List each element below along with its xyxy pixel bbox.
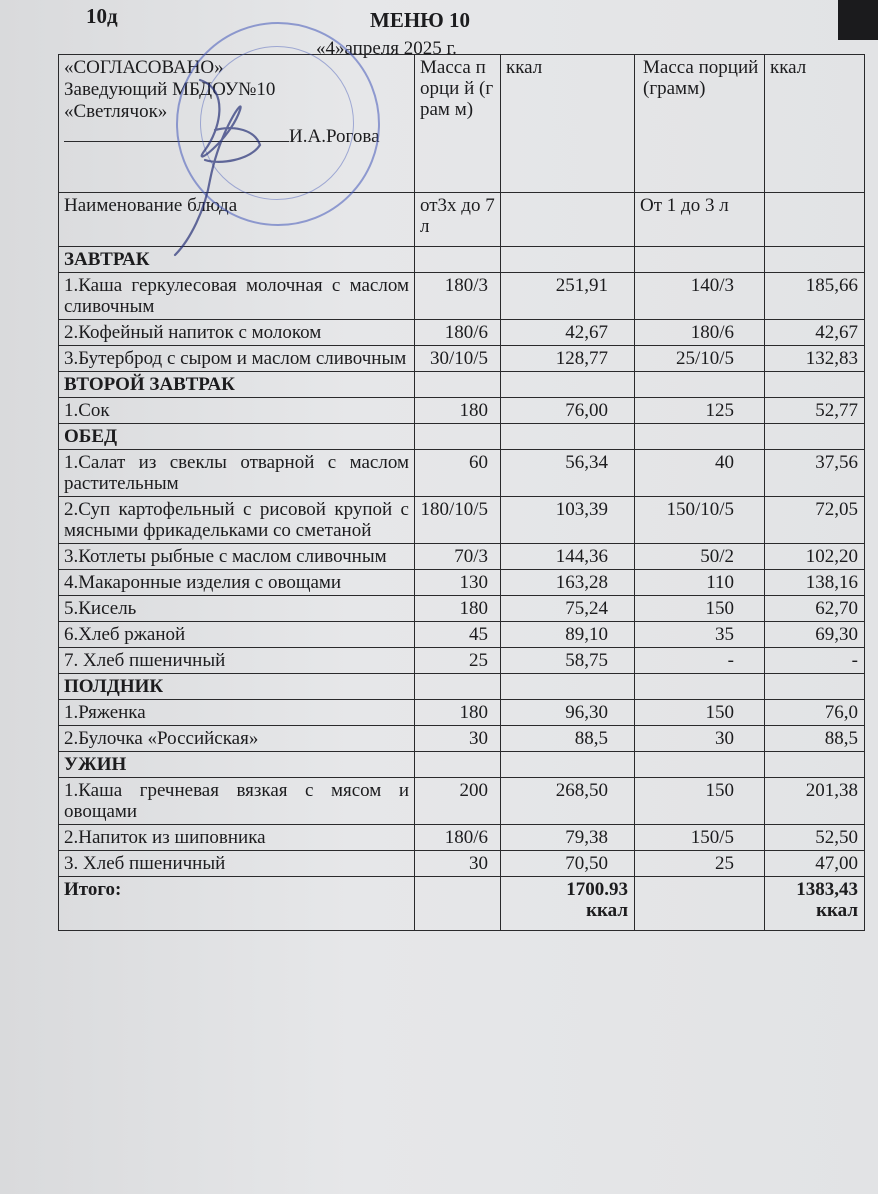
dish-name: 1.Сок [59,398,415,424]
signature-line [64,125,289,142]
empty-cell [635,674,765,700]
column-header-mass-a: Масса порци й (грам м) [415,55,501,193]
section-title: ПОЛДНИК [59,674,415,700]
kcal-b: 52,50 [765,825,865,851]
kcal-b: 52,77 [765,398,865,424]
dish-name: 1.Салат из свеклы отварной с маслом растительным [59,450,415,497]
total-label-text: Итого: [64,879,122,900]
empty-cell [501,424,635,450]
kcal-b: 102,20 [765,544,865,570]
mass-a: 180/10/5 [415,497,501,544]
table-row [59,851,865,877]
mass-a: 25 [415,648,501,674]
kcal-a: 251,91 [501,273,635,320]
mass-a: 45 [415,622,501,648]
kcal-a: 268,50 [501,778,635,825]
mass-b: 50/2 [635,544,765,570]
approval-line2: Заведующий МБДОУ№10 [64,79,276,100]
dish-name: 4.Макаронные изделия с овощами [59,570,415,596]
table-row [59,346,865,372]
kcal-a: 70,50 [501,851,635,877]
menu-date: «4»апреля 2025 г. [316,38,457,59]
mass-b: 25 [635,851,765,877]
approval-line3: «Светлячок» [64,101,168,122]
mass-b: 180/6 [635,320,765,346]
dish-name: 2.Суп картофельный с рисовой крупой с мясными фрикадельками со сметаной [59,497,415,544]
mass-b: 150 [635,778,765,825]
approval-signer: И.А.Рогова [289,126,380,147]
mass-a: 30 [415,726,501,752]
kcal-a: 103,39 [501,497,635,544]
total-empty-a [415,877,501,931]
kcal-a: 163,28 [501,570,635,596]
empty-cell [415,372,501,398]
dish-name: 7. Хлеб пшеничный [59,648,415,674]
kcal-a: 88,5 [501,726,635,752]
table-row [59,398,865,424]
section-row [59,674,865,700]
mass-b: 35 [635,622,765,648]
empty-cell [765,372,865,398]
kcal-b: 138,16 [765,570,865,596]
table-row [59,700,865,726]
kcal-a: 144,36 [501,544,635,570]
table-row [59,778,865,825]
kcal-b: 201,38 [765,778,865,825]
approval-line1: «СОГЛАСОВАНО» [64,57,224,78]
section-row [59,247,865,273]
column-header-mass-b: Масса порций (грамм) [635,55,765,193]
mass-b: 140/3 [635,273,765,320]
dish-name: 2.Кофейный напиток с молоком [59,320,415,346]
empty-cell [765,247,865,273]
mass-a: 130 [415,570,501,596]
total-kcal-a [501,877,635,931]
total-kcal-b-text: 1383,43 [796,879,858,900]
total-kcal-a-text: ккал [586,900,628,921]
mass-b: 150 [635,596,765,622]
total-empty-b [635,877,765,931]
mass-b: 110 [635,570,765,596]
empty-cell [635,752,765,778]
total-label [59,877,415,931]
menu-table [58,54,865,931]
section-title: ЗАВТРАК [59,247,415,273]
menu-title: МЕНЮ 10 [370,8,471,32]
mass-a: 30 [415,851,501,877]
empty-cell [635,247,765,273]
empty-cell [501,752,635,778]
column-header-dish-name: Наименование блюда [59,193,415,247]
dish-name: 1.Каша гречневая вязкая с мясом и овощами [59,778,415,825]
kcal-a: 58,75 [501,648,635,674]
kcal-a: 76,00 [501,398,635,424]
table-row [59,320,865,346]
total-kcal-a-text: 1700.93 [566,879,628,900]
mass-b: 150/5 [635,825,765,851]
dish-name: 3.Бутерброд с сыром и маслом сливочным [59,346,415,372]
total-row [59,877,865,931]
mass-b: 30 [635,726,765,752]
empty-cell [415,247,501,273]
kcal-a: 79,38 [501,825,635,851]
table-row [59,570,865,596]
table-row [59,544,865,570]
kcal-b: 47,00 [765,851,865,877]
total-kcal-b-text: ккал [816,900,858,921]
dish-name: 2.Булочка «Российская» [59,726,415,752]
subheader-row [59,193,865,247]
table-row [59,450,865,497]
section-row [59,752,865,778]
kcal-a: 42,67 [501,320,635,346]
dish-name: 1.Каша геркулесовая молочная с маслом сливочным [59,273,415,320]
column-header-kcal-a: ккал [501,55,635,193]
column-header-empty-a [501,193,635,247]
kcal-b: 132,83 [765,346,865,372]
mass-a: 180 [415,398,501,424]
mass-a: 180/6 [415,320,501,346]
section-title: ВТОРОЙ ЗАВТРАК [59,372,415,398]
approval-block [59,55,415,193]
dish-name: 3.Котлеты рыбные с маслом сливочным [59,544,415,570]
kcal-b: 62,70 [765,596,865,622]
column-header-age-b: От 1 до 3 л [635,193,765,247]
mass-b: 40 [635,450,765,497]
empty-cell [765,674,865,700]
kcal-b: 185,66 [765,273,865,320]
empty-cell [635,372,765,398]
column-header-kcal-b: ккал [765,55,865,193]
table-row [59,825,865,851]
mass-a: 70/3 [415,544,501,570]
kcal-a: 75,24 [501,596,635,622]
mass-b: 125 [635,398,765,424]
section-row [59,424,865,450]
kcal-b: 88,5 [765,726,865,752]
kcal-a: 96,30 [501,700,635,726]
kcal-b: 76,0 [765,700,865,726]
empty-cell [635,424,765,450]
mass-a: 180/3 [415,273,501,320]
mass-a: 200 [415,778,501,825]
kcal-b: 42,67 [765,320,865,346]
table-row [59,596,865,622]
mass-a: 60 [415,450,501,497]
dish-name: 1.Ряженка [59,700,415,726]
table-row [59,648,865,674]
kcal-b: 37,56 [765,450,865,497]
dish-name: 5.Кисель [59,596,415,622]
header-row [59,55,865,193]
mass-a: 30/10/5 [415,346,501,372]
mass-b: 25/10/5 [635,346,765,372]
empty-cell [415,674,501,700]
kcal-b: - [765,648,865,674]
kcal-b: 69,30 [765,622,865,648]
column-header-empty-b [765,193,865,247]
kcal-a: 56,34 [501,450,635,497]
empty-cell [765,424,865,450]
mass-b: 150/10/5 [635,497,765,544]
dish-name: 2.Напиток из шиповника [59,825,415,851]
column-header-age-a: от3х до 7 л [415,193,501,247]
empty-cell [415,424,501,450]
mass-a: 180 [415,596,501,622]
mass-a: 180 [415,700,501,726]
table-row [59,726,865,752]
section-row [59,372,865,398]
table-row [59,622,865,648]
empty-cell [501,674,635,700]
dish-name: 3. Хлеб пшеничный [59,851,415,877]
empty-cell [765,752,865,778]
section-title: УЖИН [59,752,415,778]
table-row [59,273,865,320]
table-row [59,497,865,544]
kcal-a: 89,10 [501,622,635,648]
page-corner-shadow [838,0,878,40]
total-kcal-b [765,877,865,931]
mass-b: 150 [635,700,765,726]
mass-b: - [635,648,765,674]
kcal-b: 72,05 [765,497,865,544]
mass-a: 180/6 [415,825,501,851]
empty-cell [501,247,635,273]
empty-cell [415,752,501,778]
dish-name: 6.Хлеб ржаной [59,622,415,648]
empty-cell [501,372,635,398]
section-title: ОБЕД [59,424,415,450]
page-number: 10д [86,4,118,28]
kcal-a: 128,77 [501,346,635,372]
